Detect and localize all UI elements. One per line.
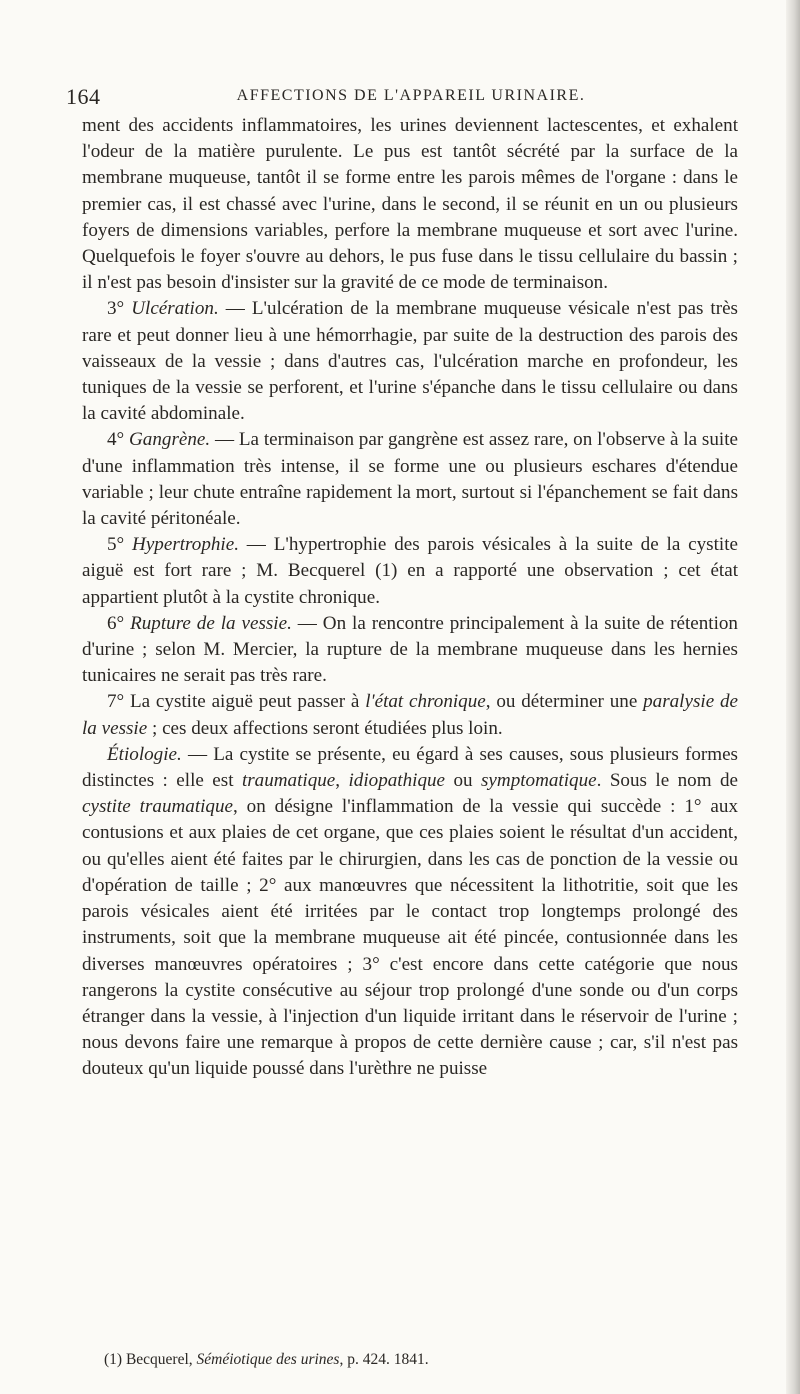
paragraph-chronique xyxy=(82,689,738,741)
paragraph-text: ; ces deux affections seront étudiées plus loin. xyxy=(147,717,503,739)
body-text xyxy=(82,113,738,1083)
section-heading: Ulcération. xyxy=(131,298,219,320)
section-heading: Hypertrophie. xyxy=(132,534,239,556)
paragraph-text: — La terminaison par gangrène est assez rare, on l'observe à la suite d'une inflammation très intense, il se forme une ou plusieurs eschares d'étendue variable ; leur chute entraîne rapidement la mort, surtout si l'épanchement se fait dans la cavité péritonéale. xyxy=(82,429,738,530)
italic-term: cystite traumatique xyxy=(82,796,234,818)
italic-term: paralysie de la vessie xyxy=(82,691,738,739)
paragraph-text: , xyxy=(335,770,349,792)
italic-term: symptomatique xyxy=(481,770,597,792)
running-head xyxy=(66,84,746,114)
paragraph-continuation xyxy=(82,113,738,296)
paragraph-etiologie xyxy=(82,742,738,1083)
footnote-title: Séméiotique des urines xyxy=(196,1351,340,1368)
paragraph-text: — L'hypertrophie des parois vésicales à la suite de la cystite aiguë est fort rare ; M. Becquerel (1) en a rapporté une observation ; cet état appartient plutôt à la cystite chronique. xyxy=(82,534,738,608)
paragraph-rupture xyxy=(82,611,738,690)
paragraph-text: , on désigne l'inflammation de la vessie qui succède : 1° aux contusions et aux plaies de cet organe, que ces plaies soient le résultat d'un accident, ou qu'elles aient été faites par le chirurgien, dans les cas de ponction de la vessie ou d'opération de taille ; 2° aux manœuvres que nécessitent la lithotritie, soit que les parois vésicales aient été irritées par le contact trop longtemps prolongé des instruments, soit que la membrane muqueuse ait été pincée, contusionnée dans les diverses manœuvres opératoires ; 3° c'est encore dans cette catégorie que nous rangerons la cystite consécutive au séjour trop prolongé d'une sonde ou d'un corps étranger dans la vessie, à l'injection d'un liquide irritant dans le réservoir de l'urine ; nous devons faire une remarque à propos de cette dernière cause ; car, s'il n'est pas douteux qu'un liquide poussé dans l'urèthre ne puisse xyxy=(82,796,738,1080)
paragraph-hypertrophie xyxy=(82,532,738,611)
footnote-marker: (1) Becquerel, xyxy=(104,1351,197,1368)
page-number: 164 xyxy=(66,84,101,109)
paragraph-text: ou xyxy=(445,770,481,792)
section-heading: Gangrène. xyxy=(129,429,211,451)
paragraph-text: — L'ulcération de la membrane muqueuse vésicale n'est pas très rare et peut donner lieu à une hémorrhagie, par suite de la destruction des parois des vaisseaux de la vessie ; dans d'autres cas, l'ulcération marche en profondeur, les tuniques de la vessie se perforent, et l'urine s'épanche dans le tissu cellulaire ou dans la cavité abdominale. xyxy=(82,298,738,425)
section-number: 4° xyxy=(107,429,130,451)
running-title: AFFECTIONS DE L'APPAREIL URINAIRE. xyxy=(236,87,586,104)
italic-term: traumatique xyxy=(241,770,336,792)
paragraph-gangrene xyxy=(82,427,738,532)
italic-term: idiopathique xyxy=(348,770,446,792)
italic-term: l'état chronique xyxy=(365,691,486,713)
paragraph-text: . Sous le nom de xyxy=(596,770,739,792)
paragraph-text: ment des accidents inflammatoires, les urines deviennent lactescentes, et exhalent l'odeur de la matière purulente. Le pus est tantôt sécrété par la surface de la membrane muqueuse, tantôt il se forme entre les parois mêmes de l'organe : dans le premier cas, il est chassé avec l'urine, dans le second, il se réunit en un ou plusieurs foyers de dimensions variables, perfore la membrane muqueuse et sort avec l'urine. Quelquefois le foyer s'ouvre au dehors, le pus fuse dans le tissu cellulaire du bassin ; il n'est pas besoin d'insister sur la gravité de ce mode de terminaison. xyxy=(82,115,738,294)
footnote xyxy=(104,1350,744,1370)
page-edge-shadow xyxy=(786,0,800,1394)
section-heading: Étiologie. xyxy=(107,743,182,765)
paragraph-text: — La cystite se présente, eu égard à ses causes, sous plusieurs formes distinctes : elle est xyxy=(82,743,738,792)
paragraph-text: 7° La cystite aiguë peut passer à xyxy=(107,691,366,713)
paragraph-ulceration xyxy=(82,296,738,427)
paragraph-text: , ou déterminer une xyxy=(485,691,644,713)
footnote-rest: , p. 424. 1841. xyxy=(339,1351,429,1368)
paragraph-text: — On la rencontre principalement à la suite de rétention d'urine ; selon M. Mercier, la rupture de la membrane muqueuse dans les hernies tunicaires ne serait pas très rare. xyxy=(82,612,738,687)
section-number: 3° xyxy=(107,298,132,320)
section-number: 6° xyxy=(107,612,131,634)
section-heading: Rupture de la vessie. xyxy=(130,612,292,634)
section-number: 5° xyxy=(107,534,133,556)
